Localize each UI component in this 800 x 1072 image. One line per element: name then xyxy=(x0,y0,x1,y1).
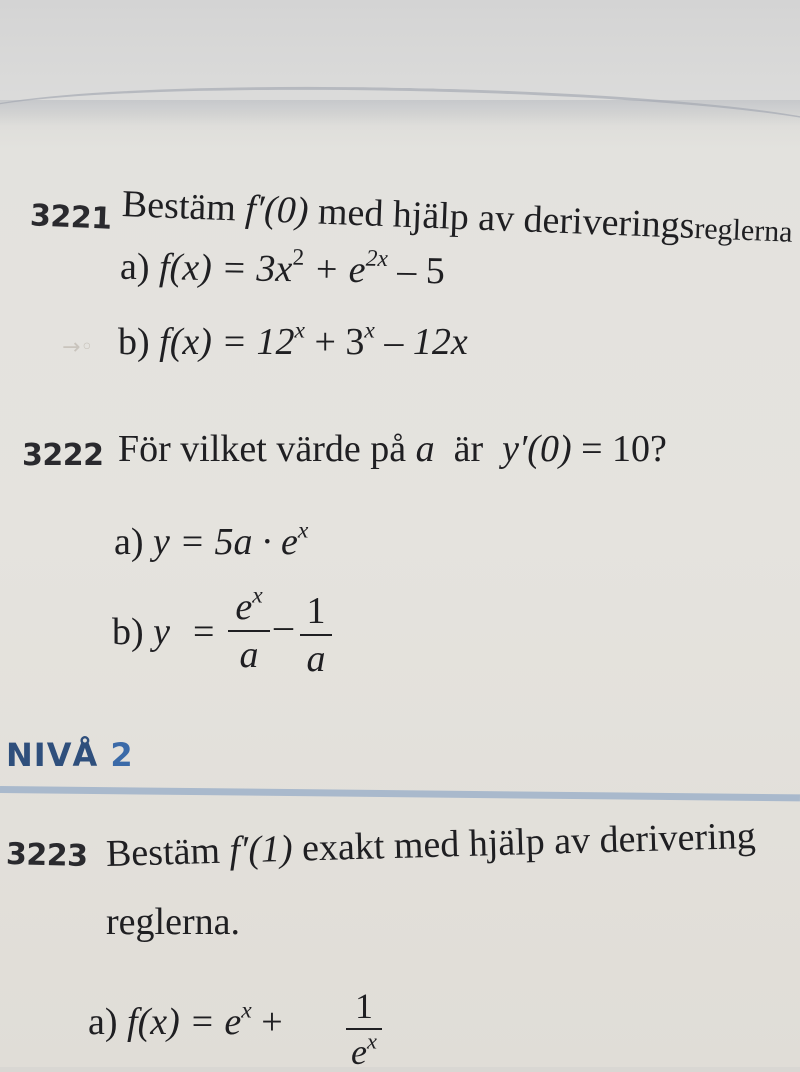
numerator-exponent: x xyxy=(252,582,263,609)
problem-3221-part-a xyxy=(120,245,445,294)
denominator-base: e xyxy=(351,1032,368,1072)
expr-end: – 12x xyxy=(374,321,468,363)
expr-mid: + 3 xyxy=(304,321,365,363)
fraction-1-over-a xyxy=(300,592,332,678)
minus-sign: – xyxy=(274,605,293,647)
problem-3223-title-line2: reglerna. xyxy=(106,901,240,943)
exponent: x xyxy=(241,997,252,1024)
equals-sign: = xyxy=(193,611,215,653)
exponent: x xyxy=(297,517,309,544)
plus: + xyxy=(251,1001,293,1043)
part-label: b) xyxy=(118,321,150,363)
problem-3221-title xyxy=(121,182,793,252)
fraction-bar xyxy=(300,634,332,636)
denominator: a xyxy=(239,634,259,676)
title-mid: är xyxy=(434,428,503,470)
numerator: 1 xyxy=(355,986,373,1026)
title-end: = 10? xyxy=(571,428,667,470)
exponent: 2x xyxy=(365,245,389,272)
page-curl-shadow xyxy=(0,100,800,126)
level-divider xyxy=(0,786,800,801)
level-heading xyxy=(6,736,134,774)
denominator-exponent: x xyxy=(367,1028,377,1054)
numerator-base: e xyxy=(235,586,253,628)
exponent: x xyxy=(364,317,375,344)
title-fprime: f′(0) xyxy=(244,187,310,233)
expr-start: f(x) = 3x xyxy=(158,246,293,291)
exponent: 2 xyxy=(292,244,305,271)
y-var: y xyxy=(153,611,171,653)
title-var: a xyxy=(415,428,435,470)
problem-3222-title xyxy=(118,427,667,471)
expr: f(x) = e xyxy=(127,1001,242,1043)
title-expr: y′(0) xyxy=(502,428,572,470)
expr: y = 5a · e xyxy=(153,521,298,563)
level-number: 2 xyxy=(110,736,134,774)
part-label: a) xyxy=(119,245,150,289)
problem-number-3223: 3223 xyxy=(5,836,88,875)
title-start: Bestäm xyxy=(105,829,231,875)
title-tail: reglerna xyxy=(693,212,794,249)
denominator: a xyxy=(306,638,326,680)
part-label: a) xyxy=(114,521,144,563)
title-end: med hjälp av deriverings xyxy=(307,190,696,247)
part-label: b) xyxy=(112,611,144,653)
exponent: x xyxy=(294,317,305,344)
problem-3221-part-b xyxy=(118,317,468,364)
title-start: Bestäm xyxy=(121,183,247,230)
numerator: 1 xyxy=(306,590,326,632)
expr-mid: + e xyxy=(303,248,366,292)
problem-3222-part-b xyxy=(112,610,170,654)
title-start: För vilket värde på xyxy=(118,428,416,470)
problem-number-3222: 3222 xyxy=(22,438,104,473)
faint-arrow-icon: →◦ xyxy=(62,335,94,360)
problem-3222-part-a xyxy=(114,517,309,564)
problem-3223-part-a xyxy=(88,997,293,1044)
part-label: a) xyxy=(88,1001,118,1043)
denominator xyxy=(351,1028,377,1072)
expr-end: – 5 xyxy=(387,249,446,293)
level-word: NIVÅ xyxy=(6,736,99,774)
fraction-bar xyxy=(228,630,270,632)
numerator xyxy=(235,582,263,628)
problem-number-3221: 3221 xyxy=(29,198,113,237)
problem-3223-title xyxy=(105,814,756,876)
title-end: exakt med hjälp av derivering xyxy=(292,814,757,870)
expr-start: f(x) = 12 xyxy=(159,321,295,363)
fraction-1-over-ex xyxy=(346,988,382,1070)
title-fprime: f′(1) xyxy=(228,827,294,872)
fraction-ex-over-a xyxy=(228,582,270,676)
